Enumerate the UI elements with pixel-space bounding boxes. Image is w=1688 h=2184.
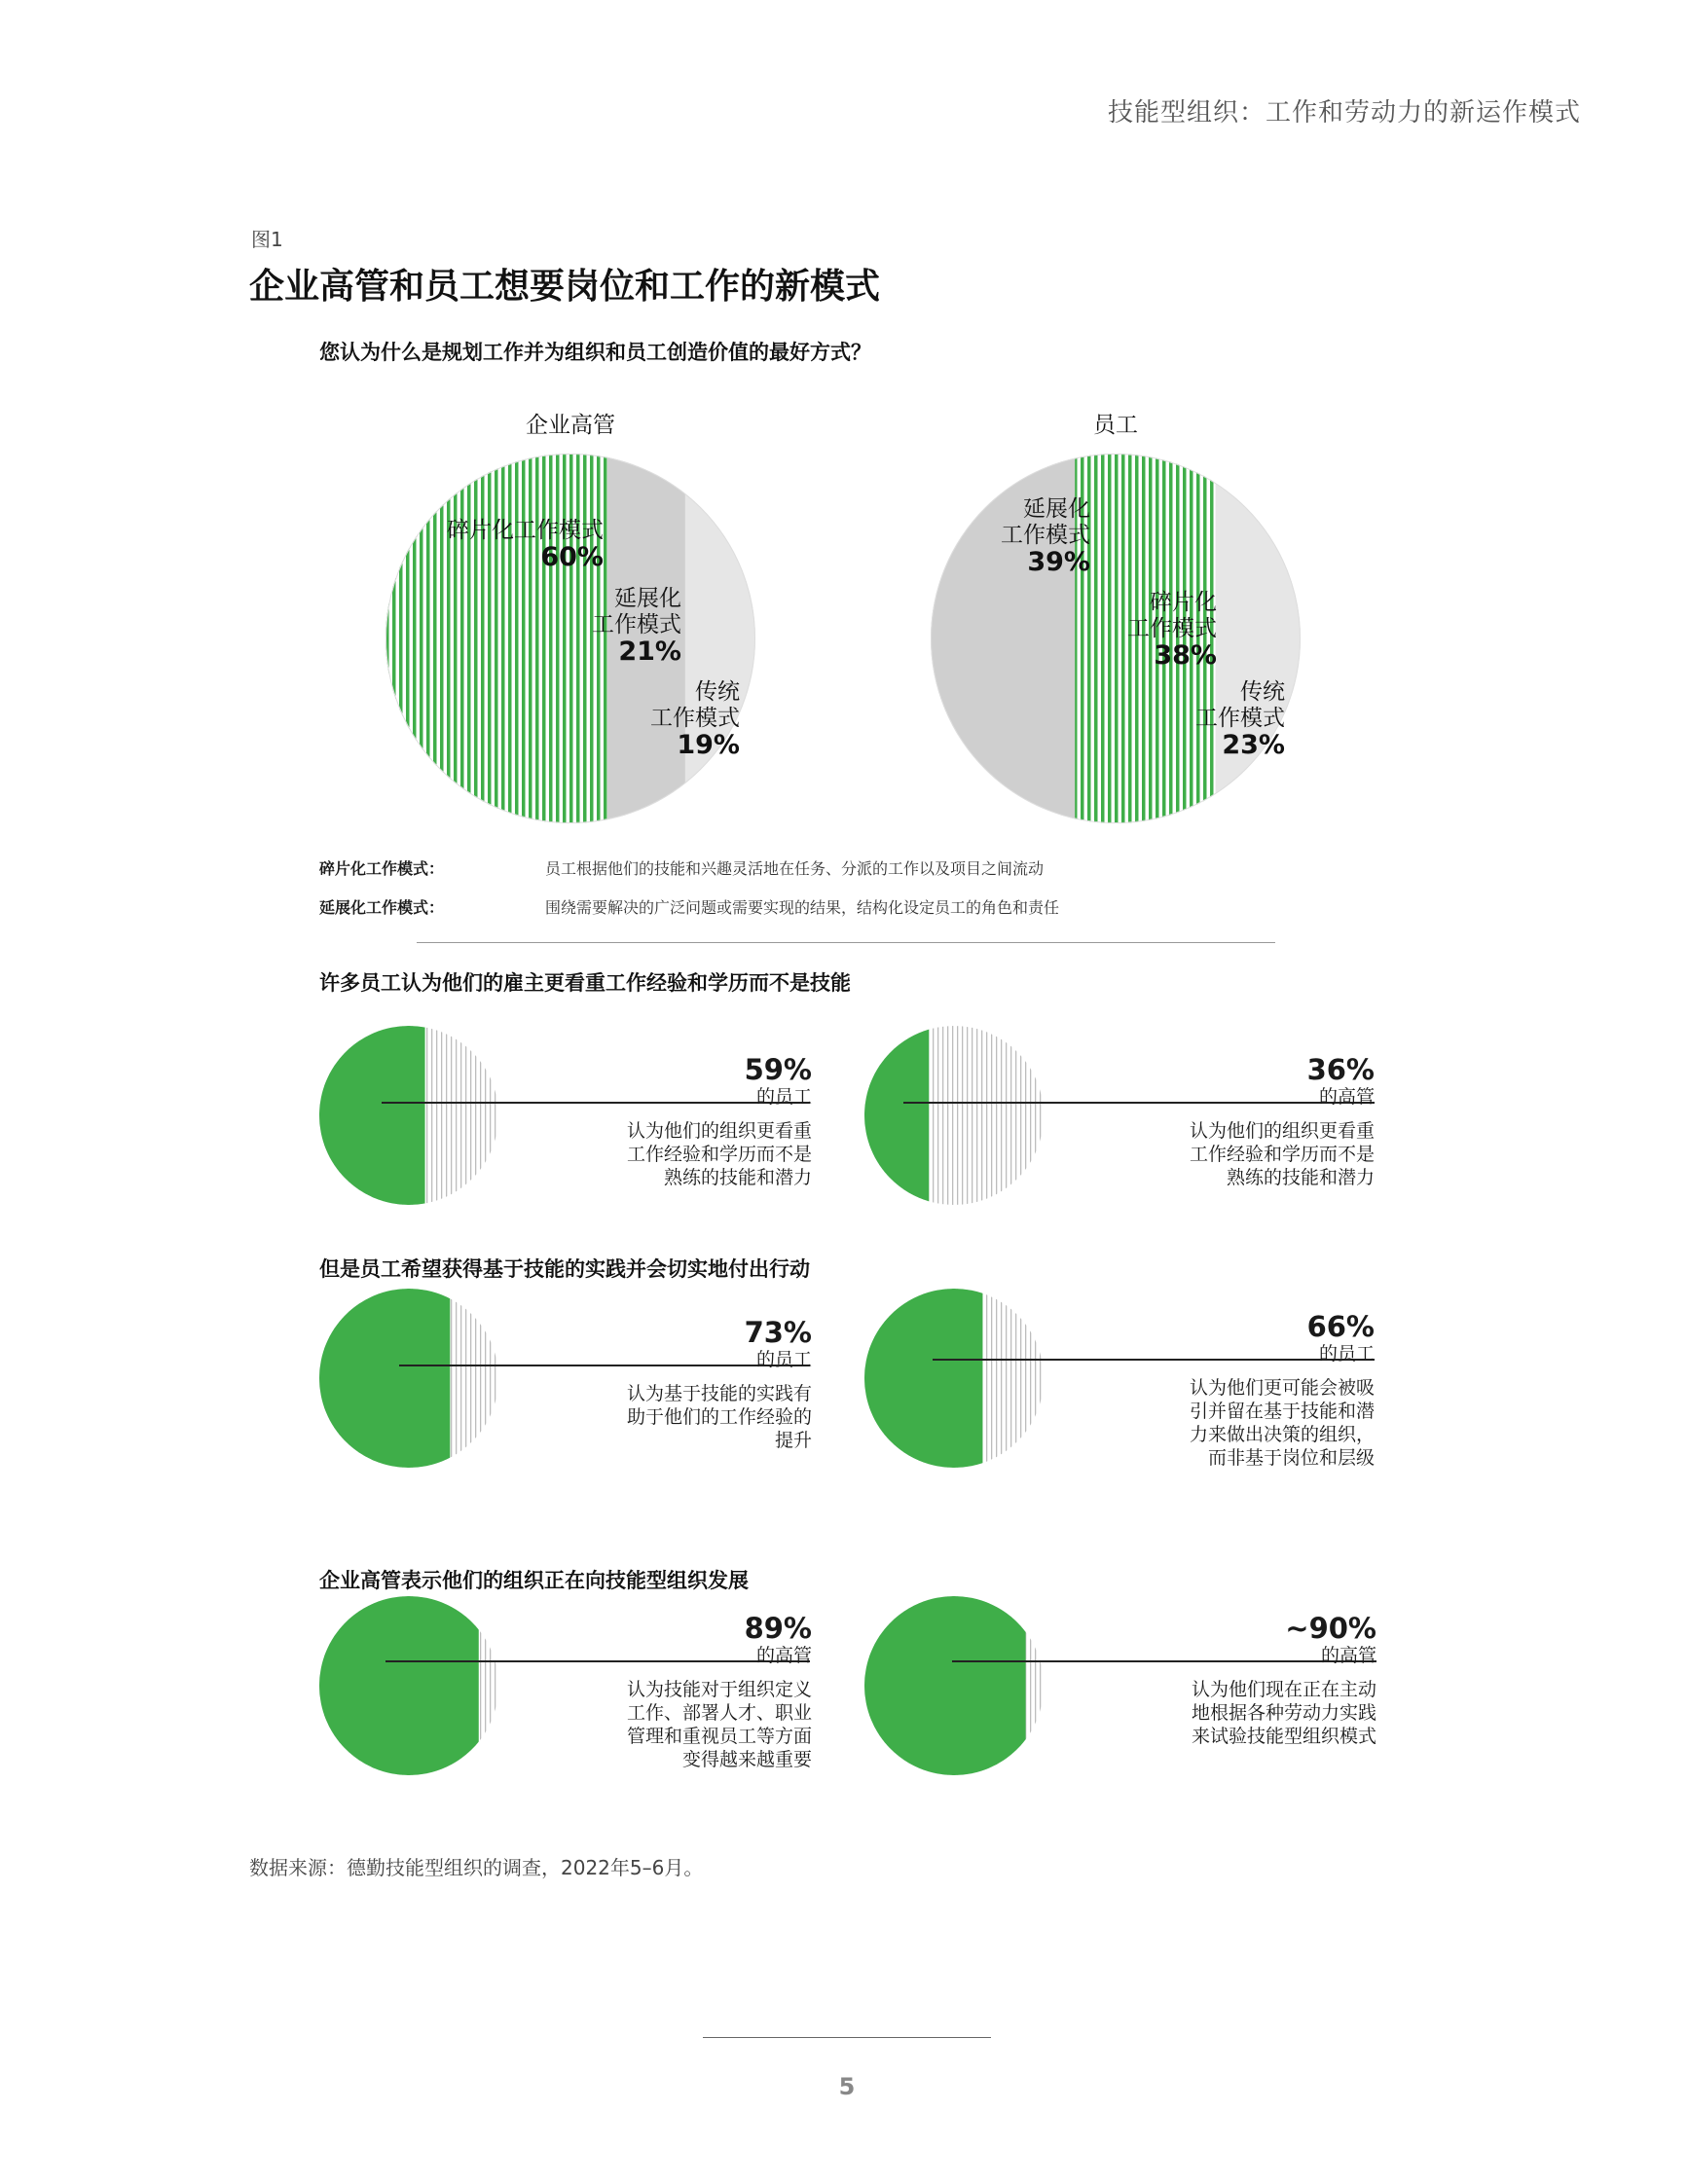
- stat-circle-1-2: [864, 1026, 1044, 1205]
- stat-circle-value: [319, 1596, 479, 1775]
- stat-2-2-desc: 认为他们更可能会被吸 引并留在基于技能和潜 力来做出决策的组织， 而非基于岗位和层级: [1189, 1377, 1375, 1469]
- stat-circle-value: [319, 1289, 450, 1468]
- pie-executives-label-fragmented: 碎片化工作模式 60%: [447, 518, 604, 572]
- pie-executives-label-extended: 延展化 工作模式 21%: [592, 586, 681, 667]
- definition-text-fragmented: 员工根据他们的技能和兴趣灵活地在任务、分派的工作以及项目之间流动: [545, 859, 1045, 878]
- stat-circle-2-2: [864, 1289, 1044, 1468]
- pie-chart-employees: [931, 454, 1301, 823]
- pie-employees-label-traditional: 传统 工作模式 23%: [1195, 679, 1285, 760]
- pie-0-slice-3: [685, 454, 756, 823]
- pie-chart-executives: [385, 454, 755, 823]
- stat-2-1-who: 的员工: [755, 1349, 812, 1370]
- stat-2-1-desc: 认为基于技能的实践有 助于他们的工作经验的 提升: [626, 1383, 812, 1451]
- stat-3-1-who: 的高管: [755, 1645, 812, 1666]
- section-divider: [417, 942, 1275, 943]
- page-number: 5: [838, 2073, 856, 2100]
- figure-label: 图1: [251, 228, 283, 251]
- stat-3-2-who: 的高管: [1320, 1645, 1376, 1666]
- data-source: 数据来源：德勤技能型组织的调查，2022年5–6月。: [249, 1856, 704, 1879]
- stat-3-2-desc: 认为他们现在正在主动 地根据各种劳动力实践 来试验技能型组织模式: [1191, 1679, 1376, 1747]
- stat-3-1-pct: 89%: [744, 1612, 812, 1645]
- survey-question: 您认为什么是规划工作并为组织和员工创造价值的最好方式？: [319, 341, 871, 364]
- pie-employees-label-fragmented: 碎片化 工作模式 38%: [1127, 590, 1217, 671]
- stat-1-2-desc: 认为他们的组织更看重 工作经验和学历而不是 熟练的技能和潜力: [1189, 1120, 1375, 1188]
- pie-1-slice-3: [1216, 454, 1302, 823]
- pie-title-employees: 员工: [1093, 413, 1138, 438]
- stat-3-2-pct: ~90%: [1285, 1612, 1376, 1645]
- stat-circle-value: [319, 1026, 425, 1205]
- page-number-rule: [703, 2037, 991, 2038]
- report-header-title: 技能型组织：工作和劳动力的新运作模式: [1107, 98, 1581, 127]
- section-title-1: 许多员工认为他们的雇主更看重工作经验和学历而不是技能: [319, 971, 851, 995]
- stat-1-1-pct: 59%: [744, 1053, 812, 1086]
- section-title-3: 企业高管表示他们的组织正在向技能型组织发展: [319, 1569, 749, 1592]
- stat-1-2-who: 的高管: [1318, 1086, 1375, 1108]
- definition-text-extended: 围绕需要解决的广泛问题或需要实现的结果，结构化设定员工的角色和责任: [545, 898, 1060, 917]
- stat-1-1-desc: 认为他们的组织更看重 工作经验和学历而不是 熟练的技能和潜力: [626, 1120, 812, 1188]
- stat-1-1-who: 的员工: [755, 1086, 812, 1108]
- stat-2-1-pct: 73%: [744, 1316, 812, 1349]
- stat-1-2-pct: 36%: [1306, 1053, 1375, 1086]
- stat-3-1-desc: 认为技能对于组织定义 工作、部署人才、职业 管理和重视员工等方面 变得越来越重要: [626, 1679, 812, 1770]
- pie-executives-label-traditional: 传统 工作模式 19%: [650, 679, 740, 760]
- stat-circle-3-1: [319, 1596, 498, 1775]
- stat-circle-3-2: [864, 1596, 1044, 1775]
- stat-2-2-who: 的员工: [1318, 1343, 1375, 1365]
- stat-circle-value: [864, 1596, 1026, 1775]
- pie-title-executives: 企业高管: [526, 413, 615, 438]
- stat-circle-2-1: [319, 1289, 498, 1468]
- pie-employees-label-extended: 延展化 工作模式 39%: [1001, 496, 1090, 577]
- stat-circle-value: [864, 1289, 982, 1468]
- definition-term-fragmented: 碎片化工作模式：: [319, 859, 445, 878]
- pie-0-slice-1: [385, 454, 608, 823]
- stat-circle-1-1: [319, 1026, 498, 1205]
- figure-title: 企业高管和员工想要岗位和工作的新模式: [249, 267, 881, 307]
- definition-term-extended: 延展化工作模式：: [319, 898, 445, 917]
- stat-circle-value: [864, 1026, 929, 1205]
- stat-2-2-pct: 66%: [1306, 1310, 1375, 1343]
- section-title-2: 但是员工希望获得基于技能的实践并会切实地付出行动: [319, 1257, 810, 1281]
